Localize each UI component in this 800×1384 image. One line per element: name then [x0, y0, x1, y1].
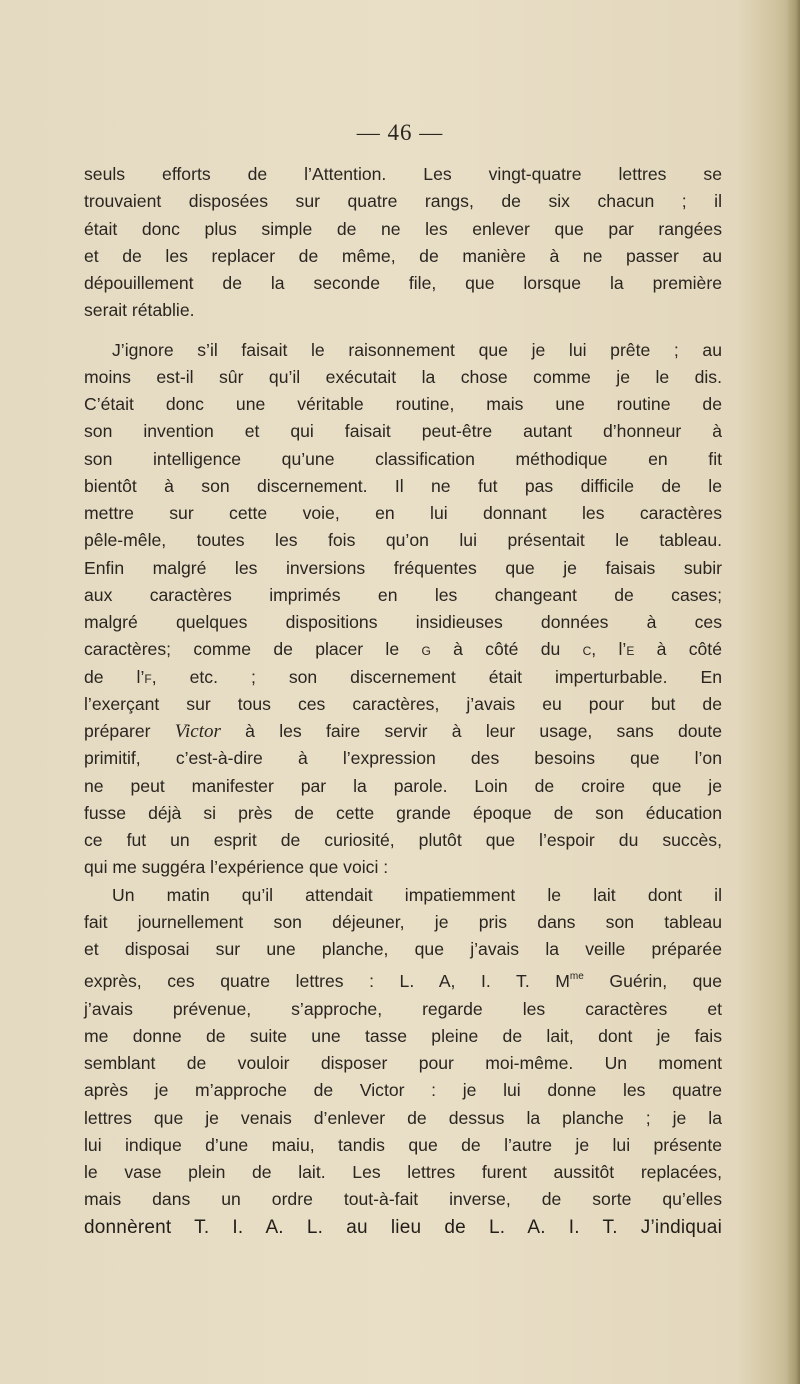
text-fragment: exprès, ces quatre lettres : L. A, I. T. M [84, 971, 570, 992]
text-line: aux caractères imprimés en les changeant de cases; [84, 584, 722, 605]
text-line [84, 636, 722, 663]
text-fragment: Guérin, que [583, 971, 722, 992]
text-line: son intelligence qu’une classification méthodique en fit [84, 448, 722, 469]
text-line: serait rétablie. [84, 300, 195, 321]
text-fragment: caractères; comme de placer le [84, 639, 422, 660]
text-line: semblant de vouloir disposer pour moi-même. Un moment [84, 1053, 722, 1073]
text-line: moins est-il sûr qu’il exécutait la chose comme je le dis. [84, 366, 722, 387]
text-line: me donne de suite une tasse pleine de lait, dont je fais [84, 1025, 722, 1046]
text-fragment: , l’ [591, 639, 627, 660]
paragraph-gap [84, 325, 722, 337]
text-line: et de les replacer de même, de manière à ne passer au [84, 245, 722, 266]
text-line: après je m’approche de Victor : je lui donne les quatre [84, 1080, 722, 1101]
text-line: Enfin malgré les inversions fréquentes que je faisais subir [84, 557, 722, 578]
text-line: qui me suggéra l’expérience que voici : [84, 857, 389, 878]
text-line: ce fut un esprit de curiosité, plutôt que l’espoir du succès, [84, 830, 722, 850]
text-line: lui indique d’une maiu, tandis que de l’autre je lui présente [84, 1134, 722, 1155]
text-line: lettres que je venais d’enlever de dessus la planche ; je la [84, 1107, 722, 1128]
text-line: dépouillement de la seconde file, que lorsque la première [84, 273, 722, 293]
text-fragment: de l’ [84, 666, 145, 687]
text-line: primitif, c’est-à-dire à l’expression des besoins que l’on [84, 748, 722, 769]
superscript: me [569, 971, 584, 983]
text-line: pêle-mêle, toutes les fois qu’on lui présentait le tableau. [84, 530, 722, 551]
text-line: Un matin qu’il attendait impatiemment le lait dont il [112, 884, 722, 905]
body-text [84, 161, 722, 1241]
text-line: bientôt à son discernement. Il ne fut pas difficile de le [84, 475, 722, 496]
page-number: — 46 — [356, 120, 444, 145]
text-line: C’était donc une véritable routine, mais une routine de [84, 394, 722, 414]
paragraph-1 [84, 161, 722, 325]
text-line: malgré quelques dispositions insidieuses données à ces [84, 612, 722, 632]
text-fragment: , etc. ; son discernement était imperturbable. En [151, 666, 722, 687]
text-fragment: à côté du [430, 639, 583, 660]
small-caps-letter: g [421, 639, 431, 660]
text-line: son invention et qui faisait peut-être autant d’honneur à [84, 421, 722, 442]
text-line: l’exerçant sur tous ces caractères, j’avais eu pour but de [84, 693, 722, 714]
text-line: fait journellement son déjeuner, je pris dans son tableau [84, 911, 722, 932]
small-caps-letter: c [582, 639, 592, 660]
paragraph-3 [84, 882, 722, 1241]
text-line [84, 664, 722, 691]
text-line [84, 963, 722, 995]
page-edge-shadow [786, 0, 800, 1384]
small-caps-letter: e [626, 639, 635, 660]
text-fragment: préparer [84, 721, 175, 741]
text-line [84, 718, 722, 745]
text-line: était donc plus simple de ne les enlever que par rangées [84, 218, 722, 239]
text-line: fusse déjà si près de cette grande époque de son éducation [84, 802, 722, 823]
text-line: j’avais prévenue, s’approche, regarde les caractères et [84, 998, 722, 1019]
paragraph-2 [84, 337, 722, 882]
text-line: donnèrent T. I. A. L. au lieu de L. A. I. T. J’indiquai [84, 1216, 722, 1238]
text-line: le vase plein de lait. Les lettres furent aussitôt replacées, [84, 1162, 722, 1182]
text-line: et disposai sur une planche, que j’avais la veille préparée [84, 939, 722, 959]
small-caps-letter: f [144, 666, 152, 687]
text-line: seuls efforts de l’Attention. Les vingt-quatre lettres se [84, 164, 722, 184]
text-line: trouvaient disposées sur quatre rangs, de six chacun ; il [84, 191, 722, 212]
text-line: mettre sur cette voie, en lui donnant les caractères [84, 503, 722, 523]
italic-name: Victor [174, 721, 221, 742]
text-line: ne peut manifester par la parole. Loin de croire que je [84, 775, 722, 796]
text-line: J’ignore s’il faisait le raisonnement que je lui prête ; au [112, 339, 722, 360]
text-fragment: à côté [634, 639, 722, 660]
text-line: mais dans un ordre tout-à-fait inverse, de sorte qu’elles [84, 1189, 722, 1210]
text-fragment: à les faire servir à leur usage, sans doute [220, 721, 722, 741]
